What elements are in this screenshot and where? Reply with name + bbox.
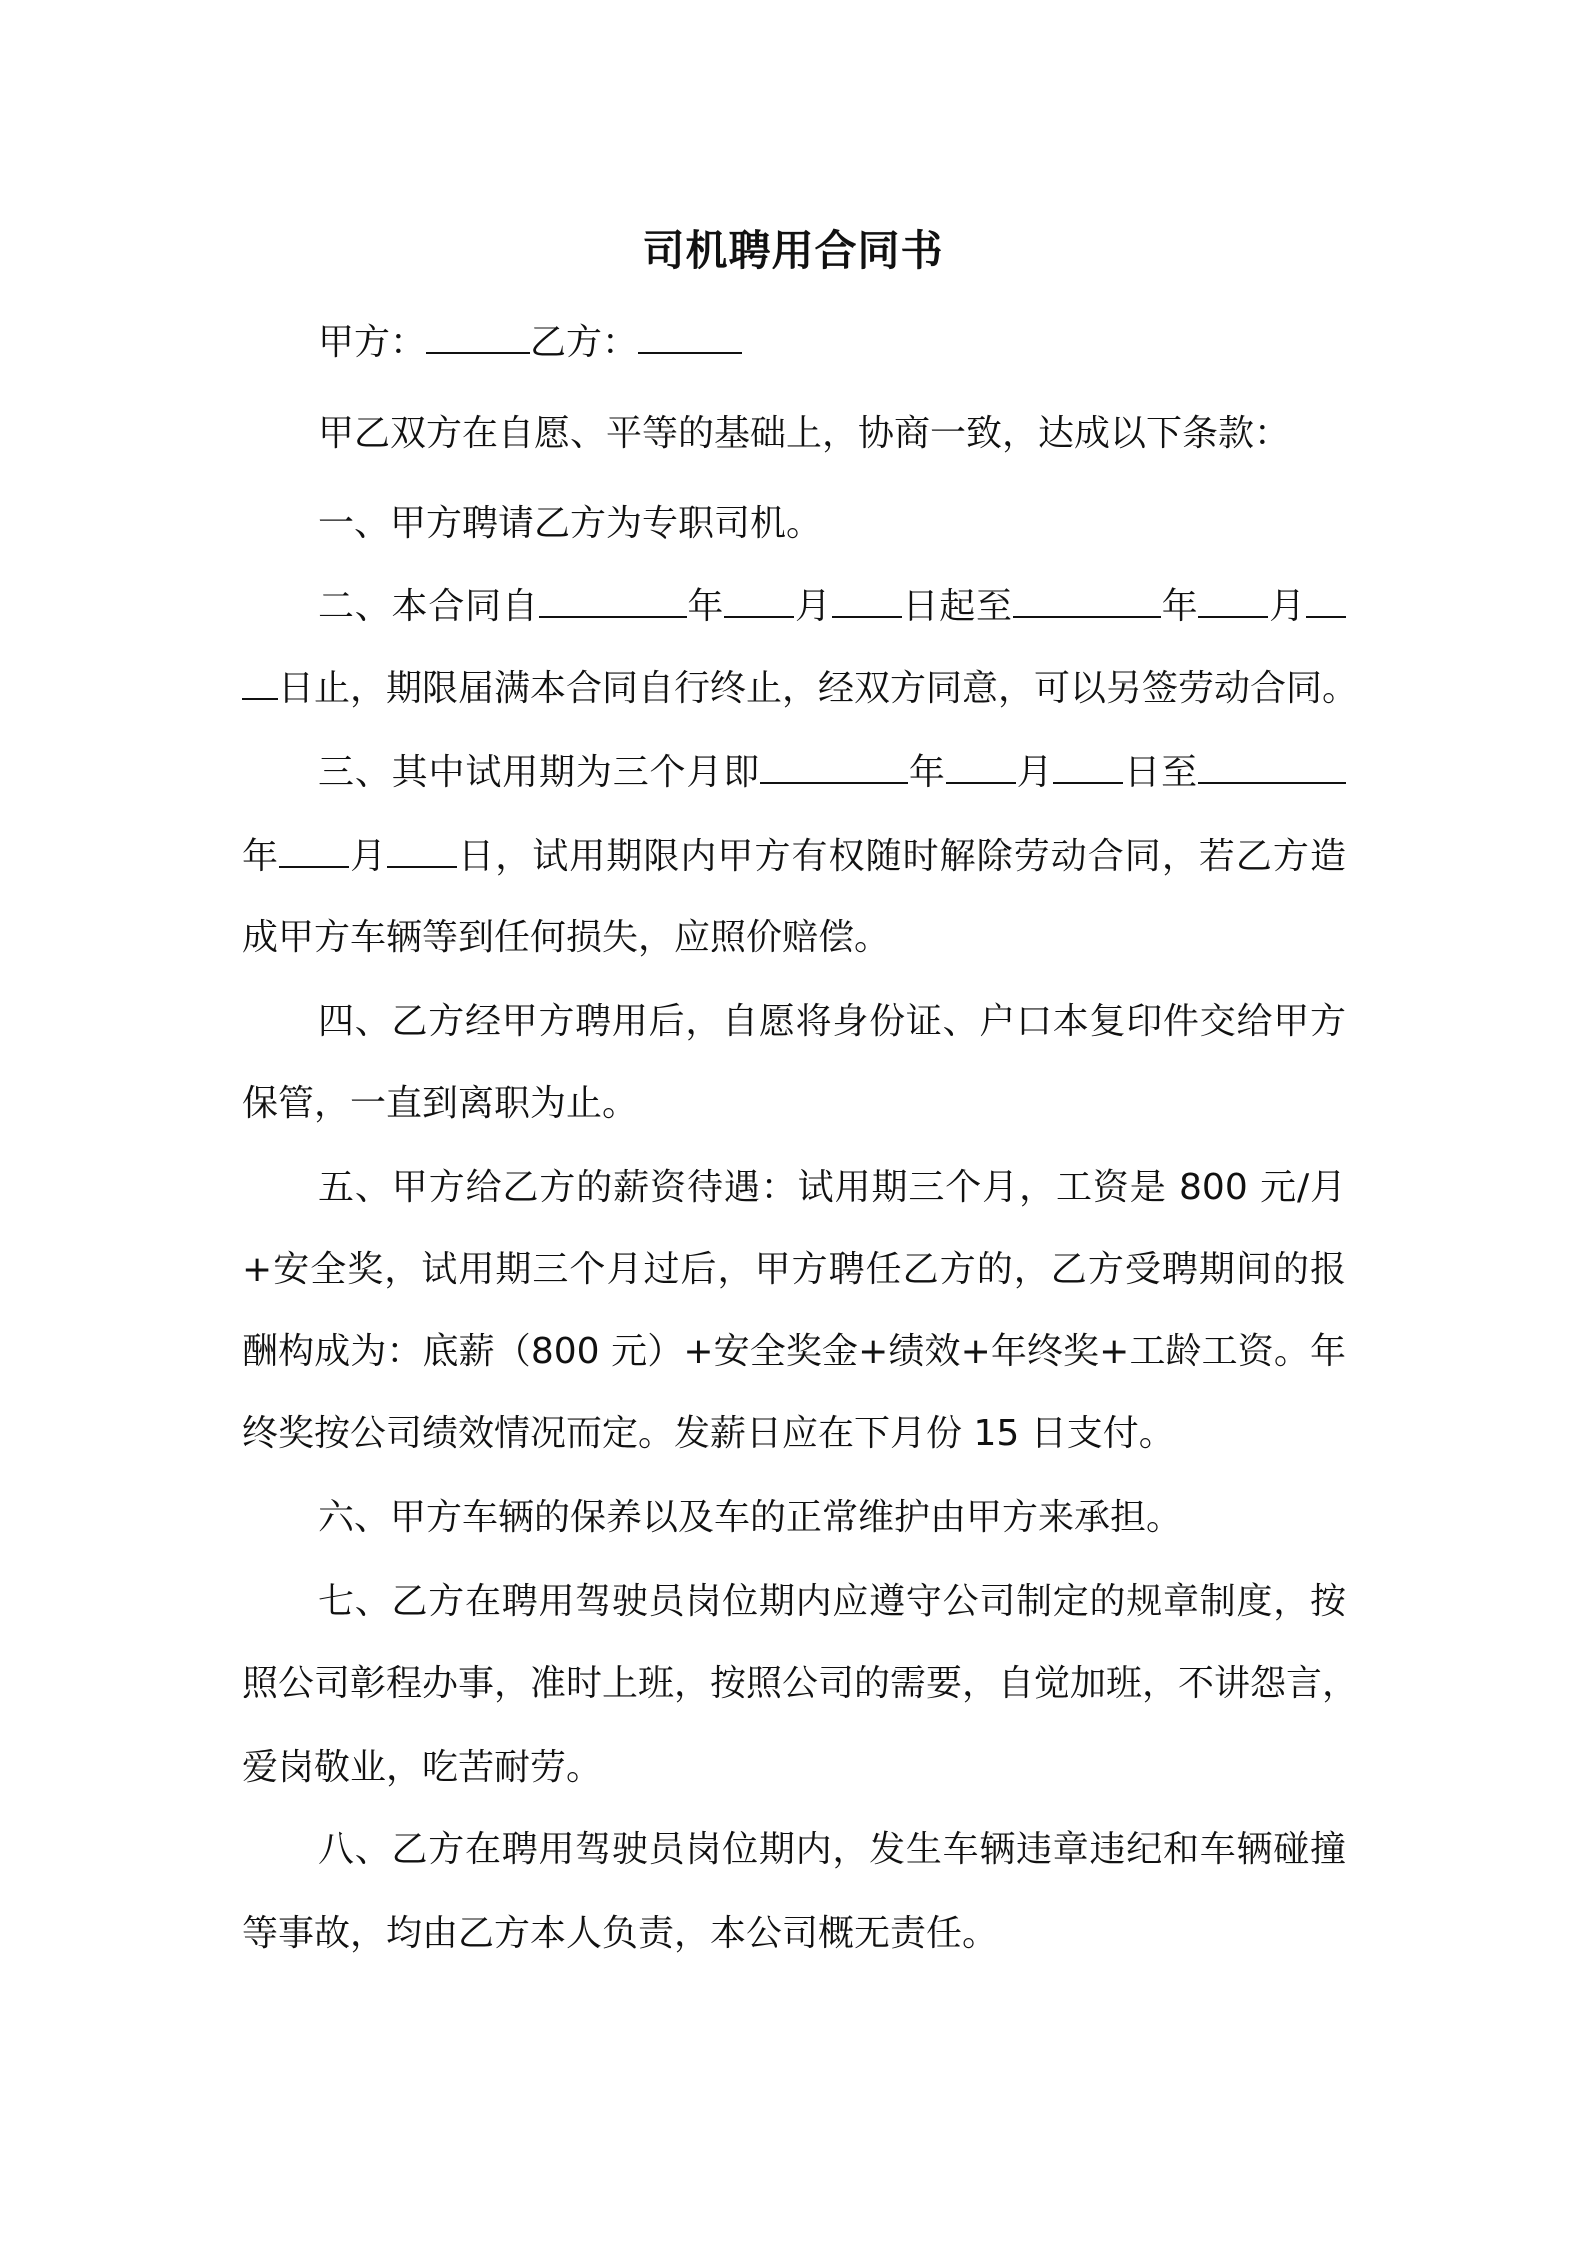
month-label: 月	[794, 586, 832, 627]
clause-3-text: 日，试用期限内甲方有权随时解除劳动合同，若乙方造	[457, 836, 1346, 877]
trial-start-month-blank	[946, 748, 1016, 784]
clause-2-text: 日止，期限届满本合同自行终止，经双方同意，可以另签劳动合同。	[278, 668, 1359, 709]
trial-end-year-blank	[1198, 748, 1346, 784]
clause-6: 六、甲方车辆的保养以及车的正常维护由甲方来承担。	[318, 1497, 1183, 1538]
clause-8-line-1: 八、乙方在聘用驾驶员岗位期内，发生车辆违章违纪和车辆碰撞	[318, 1829, 1346, 1870]
clause-7-line-1: 七、乙方在聘用驾驶员岗位期内应遵守公司制定的规章制度，按	[318, 1581, 1346, 1622]
clause-7-line-2: 照公司彰程办事，准时上班，按照公司的需要，自觉加班，不讲怨言，	[242, 1663, 1359, 1704]
trial-end-month-blank	[279, 832, 349, 868]
end-year-blank	[1013, 582, 1161, 618]
start-month-blank	[724, 582, 794, 618]
trial-start-day-blank	[1053, 748, 1123, 784]
end-day-blank-part-1	[1306, 582, 1346, 618]
clause-3-line-1	[318, 748, 1346, 797]
clause-4-line-2: 保管，一直到离职为止。	[242, 1083, 639, 1124]
clause-2-line-1	[318, 582, 1346, 631]
document-title: 司机聘用合同书	[642, 226, 944, 275]
trial-start-year-blank	[760, 748, 908, 784]
year-label: 年	[1160, 586, 1199, 627]
clause-5-line-3: 酬构成为：底薪（800 元）+安全奖金+绩效+年终奖+工龄工资。年	[242, 1331, 1346, 1372]
year-label: 年	[908, 752, 946, 793]
clause-5-line-2: +安全奖，试用期三个月过后，甲方聘任乙方的，乙方受聘期间的报	[242, 1249, 1346, 1290]
party-b-label: 乙方：	[530, 322, 639, 363]
clause-7-line-3: 爱岗敬业，吃苦耐劳。	[242, 1747, 603, 1788]
day-to-label: 日起至	[901, 586, 1013, 627]
preamble: 甲乙双方在自愿、平等的基础上，协商一致，达成以下条款：	[318, 413, 1291, 454]
clause-3-line-2	[242, 832, 1346, 881]
clause-4-line-1: 四、乙方经甲方聘用后，自愿将身份证、户口本复印件交给甲方	[318, 1001, 1346, 1042]
year-label: 年	[242, 836, 280, 877]
party-a-blank	[426, 318, 530, 354]
clause-5-line-1: 五、甲方给乙方的薪资待遇：试用期三个月，工资是 800 元/月	[318, 1167, 1346, 1208]
party-a-label: 甲方：	[318, 322, 427, 363]
month-label: 月	[349, 836, 388, 877]
clause-1: 一、甲方聘请乙方为专职司机。	[318, 503, 823, 544]
day-to-label: 日至	[1123, 752, 1198, 793]
year-label: 年	[686, 586, 725, 627]
clause-8-line-2: 等事故，均由乙方本人负责，本公司概无责任。	[242, 1913, 999, 1954]
month-label: 月	[1015, 752, 1054, 793]
start-year-blank	[539, 582, 687, 618]
clause-2-line-2	[242, 664, 1359, 713]
trial-end-day-blank	[387, 832, 457, 868]
clause-3-line-3: 成甲方车辆等到任何损失，应照价赔偿。	[242, 917, 891, 958]
party-b-blank	[638, 318, 742, 354]
clause-3-prefix: 三、其中试用期为三个月即	[318, 752, 761, 793]
end-day-blank-part-2	[242, 664, 278, 700]
clause-5-line-4: 终奖按公司绩效情况而定。发薪日应在下月份 15 日支付。	[242, 1413, 1175, 1454]
clause-2-prefix: 二、本合同自	[318, 586, 539, 627]
end-month-blank	[1198, 582, 1268, 618]
parties-line	[318, 318, 1346, 367]
month-label: 月	[1268, 586, 1306, 627]
start-day-blank	[832, 582, 902, 618]
